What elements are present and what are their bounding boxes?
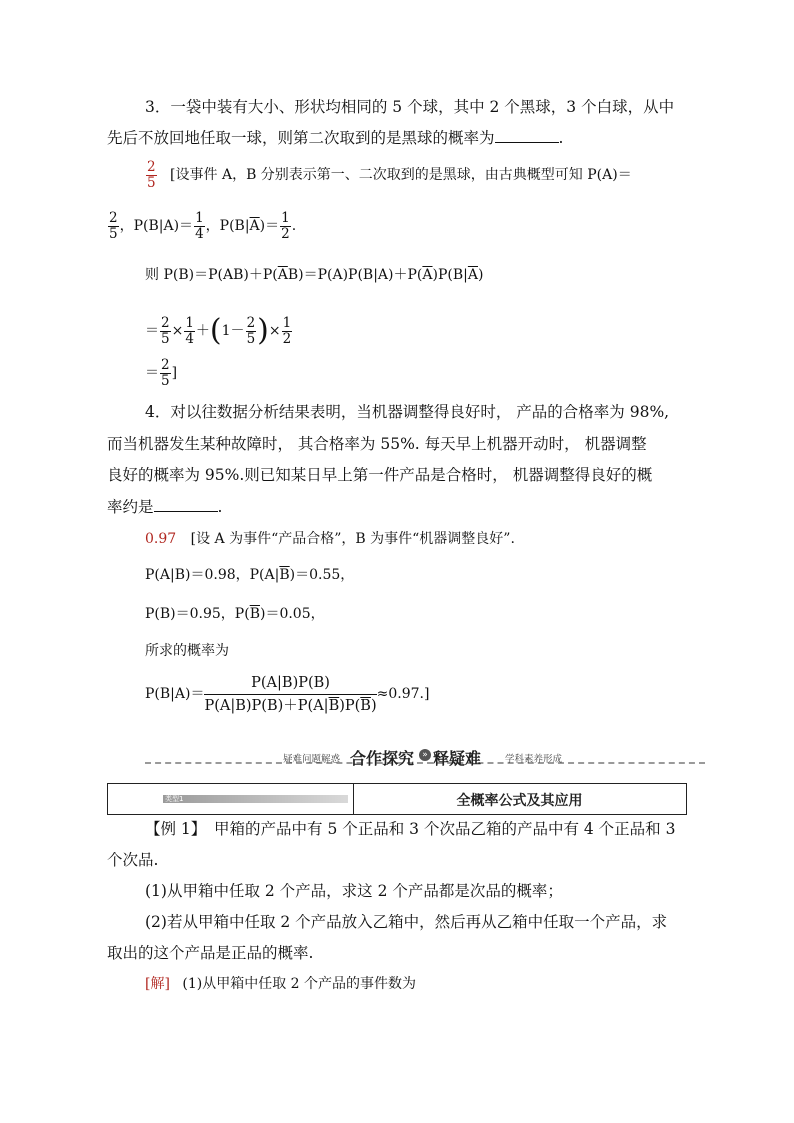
- num: 1: [282, 314, 292, 331]
- section-header-table: [107, 783, 687, 815]
- den: 5: [161, 372, 170, 389]
- den: 5: [246, 330, 256, 347]
- den: 5: [161, 330, 170, 347]
- num: 1: [185, 314, 194, 331]
- big-fraction-den: [204, 695, 376, 715]
- q3-line2-text: 先后不放回地任取一球，则第二次取到的是黑球的概率为: [107, 129, 495, 147]
- q4-sol3-b: )＝0.05，: [259, 606, 325, 622]
- q4-sol2-a: P(A|B)＝0.98，P(A|: [145, 567, 280, 583]
- frac-2-5: [246, 316, 257, 347]
- num: 2: [161, 356, 170, 373]
- q3-sol3-d: ): [478, 267, 484, 283]
- q3-sol3-a: 则 P(B)＝P(AB)＋P(: [145, 267, 278, 283]
- bar-b: $\overline{B}$: [279, 567, 290, 583]
- bar-b: $\overline{B}$: [328, 697, 340, 714]
- q4-solution-formula: [145, 672, 429, 716]
- q3-sol-text1: [设事件 A，B 分别表示第一、二次取到的是黑球，由古典概型可知 P(A)＝: [170, 167, 632, 183]
- example-line1: 【例 1】 甲箱的产品中有 5 个正品和 3 个次品乙箱的产品中有 4 个正品和 3: [145, 820, 676, 838]
- q3-solution-line2: [107, 208, 296, 244]
- frac-2-5: [108, 211, 119, 242]
- q3-answer-den: 5: [147, 174, 156, 191]
- num: 2: [246, 314, 256, 331]
- left-paren: (: [209, 313, 222, 348]
- section-tag: [163, 795, 348, 803]
- example-line3: (1)从甲箱中任取 2 个产品，求这 2 个产品都是次品的概率；: [145, 882, 563, 900]
- bar-a: $\overline{A}$: [422, 267, 433, 283]
- q4-solution-line2: [145, 565, 354, 585]
- den-c: ): [370, 697, 377, 714]
- equals: ＝: [145, 323, 159, 339]
- big-fraction-num: P(A|B)P(B): [204, 674, 376, 695]
- banner-left-small: 疑难问题解惑: [283, 754, 341, 765]
- q4-line4: [107, 497, 222, 517]
- q4-answer: 0.97: [145, 531, 177, 547]
- frac-1-2: [280, 211, 291, 242]
- q3-sol2-b: ，P(B|: [205, 218, 250, 234]
- section-banner: [145, 744, 705, 766]
- q3-solution-line3: [145, 265, 483, 285]
- q4-sol1: [设 A 为事件“产品合格”，B 为事件“机器调整良好”.: [190, 531, 515, 547]
- den: 4: [195, 225, 204, 242]
- q3-sol3-b: B)＝P(A)P(B|A)＋P(: [287, 267, 423, 283]
- banner-title-a: 合作探究: [350, 749, 415, 768]
- banner-rule: [145, 762, 705, 764]
- example-line4: (2)若从甲箱中任取 2 个产品放入乙箱中，然后再从乙箱中任取一个产品，求: [145, 913, 668, 931]
- solution-text: (1)从甲箱中任取 2 个产品的事件数为: [182, 976, 417, 992]
- banner-right-small: 学科素养形成: [505, 754, 563, 765]
- q3-line2-end: .: [558, 129, 564, 147]
- banner-arrow-icon: »: [419, 749, 431, 761]
- frac-2-5: [160, 358, 171, 389]
- answer-blank: [495, 128, 559, 143]
- one-minus: 1－: [221, 323, 245, 339]
- den: 5: [109, 225, 118, 242]
- num: 1: [195, 209, 204, 226]
- q4-sol2-b: )＝0.55，: [289, 567, 355, 583]
- q4-line3: 良好的概率为 95%.则已知某日早上第一件产品是合格时， 机器调整得良好的概: [107, 466, 653, 484]
- q4-sol3-a: P(B)＝0.95，P(: [145, 606, 250, 622]
- frac-2-5: [160, 316, 171, 347]
- example-line5: 取出的这个产品是正品的概率.: [107, 944, 314, 962]
- q3-sol3-c: )P(B|: [432, 267, 468, 283]
- q3-sol2-c: )＝: [259, 218, 280, 234]
- answer-blank: [154, 497, 218, 512]
- num: 2: [161, 314, 170, 331]
- big-fraction: [204, 674, 376, 715]
- bar-b: $\overline{B}$: [360, 697, 371, 714]
- num: 2: [109, 209, 118, 226]
- solution-tag: [解]: [145, 976, 170, 992]
- frac-1-2: [282, 316, 293, 347]
- q3-solution-line4: [145, 312, 293, 350]
- frac-1-4: [194, 211, 205, 242]
- q3-line2: [107, 128, 563, 148]
- banner-title-b: 释疑难: [433, 749, 482, 768]
- bar-a: $\overline{A}$: [249, 218, 260, 234]
- q4-line2: 而当机器发生某种故障时， 其合格率为 55%. 每天早上机器开动时， 机器调整: [107, 435, 647, 453]
- times: ×: [268, 323, 281, 339]
- q4-solution-line1: [145, 529, 515, 549]
- den: 4: [185, 330, 194, 347]
- times: ×: [171, 323, 184, 339]
- q3-solution-line5: [145, 355, 177, 391]
- equals: ＝: [145, 365, 159, 381]
- q4-line4-end: .: [217, 498, 223, 516]
- bar-a: $\overline{A}$: [467, 267, 478, 283]
- example-line2: 个次品.: [107, 851, 159, 869]
- den-b: )P(: [339, 697, 361, 714]
- den-a: P(A|B)P(B)＋P(A|: [204, 697, 329, 714]
- bracket-end: ]: [171, 365, 178, 381]
- example-solution: [145, 974, 416, 994]
- formula-rhs: ≈0.97.]: [376, 686, 430, 702]
- q3-answer-fraction: [146, 160, 157, 191]
- frac-1-4: [184, 316, 195, 347]
- q3-solution-line1: [145, 158, 632, 192]
- right-paren: ): [257, 313, 269, 348]
- q4-solution-line4: 所求的概率为: [145, 643, 229, 659]
- q4-line4-text: 率约是: [107, 498, 154, 516]
- bar-a: $\overline{A}$: [277, 267, 288, 283]
- bar-b: $\overline{B}$: [249, 606, 260, 622]
- q4-solution-line3: [145, 604, 325, 624]
- q3-answer-num: 2: [147, 158, 156, 175]
- formula-lhs: P(B|A)＝: [145, 686, 205, 702]
- den: 2: [281, 225, 290, 242]
- q3-sol2-a: ，P(B|A)＝: [119, 218, 194, 234]
- q3-sol2-end: .: [291, 218, 297, 234]
- plus: ＋: [195, 323, 210, 339]
- section-title: 全概率公式及其应用: [456, 793, 583, 809]
- q4-line1: 4．对以往数据分析结果表明，当机器调整得良好时， 产品的合格率为 98%,: [145, 403, 670, 421]
- q3-line1: 3．一袋中装有大小、形状均相同的 5 个球，其中 2 个黑球，3 个白球，从中: [145, 98, 675, 116]
- num: 1: [281, 209, 290, 226]
- section-tag-label: 类型1: [165, 795, 184, 803]
- den: 2: [282, 330, 292, 347]
